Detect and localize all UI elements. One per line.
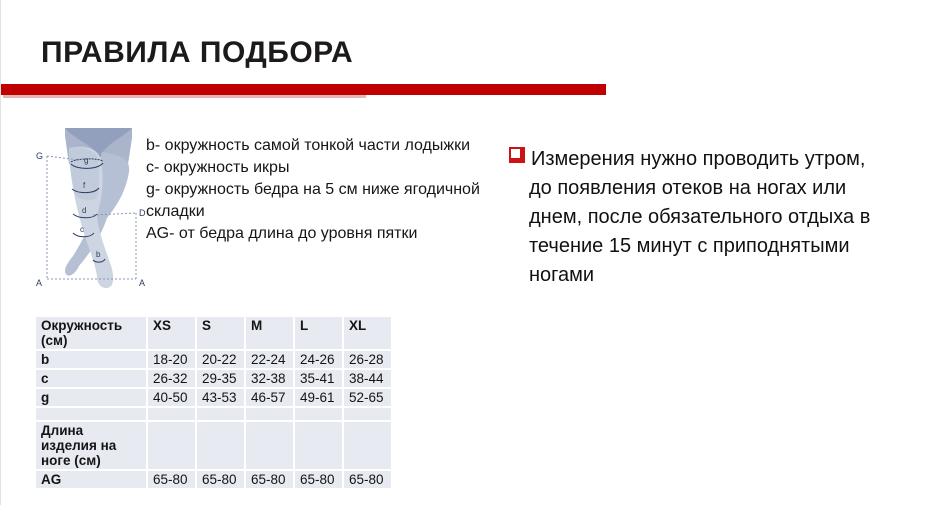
row-label-cell: Длина изделия на ноге (см)	[36, 422, 146, 469]
checkbox-bullet-icon	[509, 147, 525, 163]
value-cell: 29-35	[197, 370, 244, 387]
note-text: Измерения нужно проводить утром, до появления отеков на ногах или днем, после обязательного отдыха в течение 15 минут с приподнятыми ногами	[529, 148, 871, 286]
title-accent-bar	[1, 84, 606, 95]
value-cell: 26-32	[148, 370, 195, 387]
value-cell: 52-65	[344, 389, 391, 406]
value-cell	[246, 408, 293, 420]
column-header-label: Окружность (см)	[36, 317, 146, 349]
diagram-label-D: D	[139, 208, 146, 218]
value-cell: 20-22	[197, 351, 244, 368]
table-row	[36, 471, 391, 488]
value-cell	[148, 422, 195, 469]
column-header-size: L	[295, 317, 342, 349]
value-cell	[246, 422, 293, 469]
definition-line: AG- от бедра длина до уровня пятки	[146, 225, 418, 242]
table-row	[36, 408, 391, 420]
value-cell	[197, 408, 244, 420]
row-label-cell: c	[36, 370, 146, 387]
table-row	[36, 351, 391, 368]
size-table	[34, 315, 393, 490]
column-header-size: XS	[148, 317, 195, 349]
table-row	[36, 389, 391, 406]
row-label-cell: b	[36, 351, 146, 368]
value-cell: 65-80	[344, 471, 391, 488]
value-cell	[295, 422, 342, 469]
legs-illustration	[65, 128, 132, 288]
diagram-label-c: c	[80, 225, 84, 234]
leg-measurement-diagram-image	[35, 126, 149, 294]
diagram-label-A-right: A	[139, 278, 146, 288]
row-label-cell: AG	[36, 471, 146, 488]
table-row	[36, 422, 391, 469]
column-header-size: M	[246, 317, 293, 349]
definition-line: b- окружность самой тонкой части лодыжки	[146, 137, 471, 154]
diagram-label-G: G	[36, 151, 44, 161]
value-cell: 65-80	[295, 471, 342, 488]
column-header-size: S	[197, 317, 244, 349]
diagram-label-g: g	[84, 156, 89, 165]
table-row	[36, 370, 391, 387]
value-cell: 65-80	[246, 471, 293, 488]
value-cell: 65-80	[197, 471, 244, 488]
diagram-label-f: f	[83, 181, 86, 190]
value-cell: 22-24	[246, 351, 293, 368]
measurement-note	[509, 145, 877, 290]
size-table-body	[36, 351, 391, 488]
title-accent-underline	[3, 95, 366, 98]
diagram-label-d: d	[82, 206, 87, 215]
value-cell	[148, 408, 195, 420]
definition-line: g- окружность бедра на 5 см ниже ягодичной складки	[146, 181, 480, 220]
value-cell: 18-20	[148, 351, 195, 368]
page-title: ПРАВИЛА ПОДБОРА	[41, 36, 354, 70]
value-cell: 40-50	[148, 389, 195, 406]
column-header-size: XL	[344, 317, 391, 349]
value-cell: 49-61	[295, 389, 342, 406]
value-cell: 46-57	[246, 389, 293, 406]
row-label-cell	[36, 408, 146, 420]
value-cell: 32-38	[246, 370, 293, 387]
definition-line: c- окружность икры	[146, 159, 290, 176]
value-cell	[295, 408, 342, 420]
diagram-label-A-left: A	[36, 278, 43, 288]
value-cell: 24-26	[295, 351, 342, 368]
value-cell: 65-80	[148, 471, 195, 488]
value-cell: 35-41	[295, 370, 342, 387]
value-cell: 38-44	[344, 370, 391, 387]
row-label-cell: g	[36, 389, 146, 406]
value-cell	[344, 422, 391, 469]
value-cell: 43-53	[197, 389, 244, 406]
measurement-definitions	[146, 135, 482, 245]
value-cell	[344, 408, 391, 420]
value-cell	[197, 422, 244, 469]
table-header-row	[36, 317, 391, 349]
value-cell: 26-28	[344, 351, 391, 368]
diagram-label-b: b	[96, 250, 101, 259]
